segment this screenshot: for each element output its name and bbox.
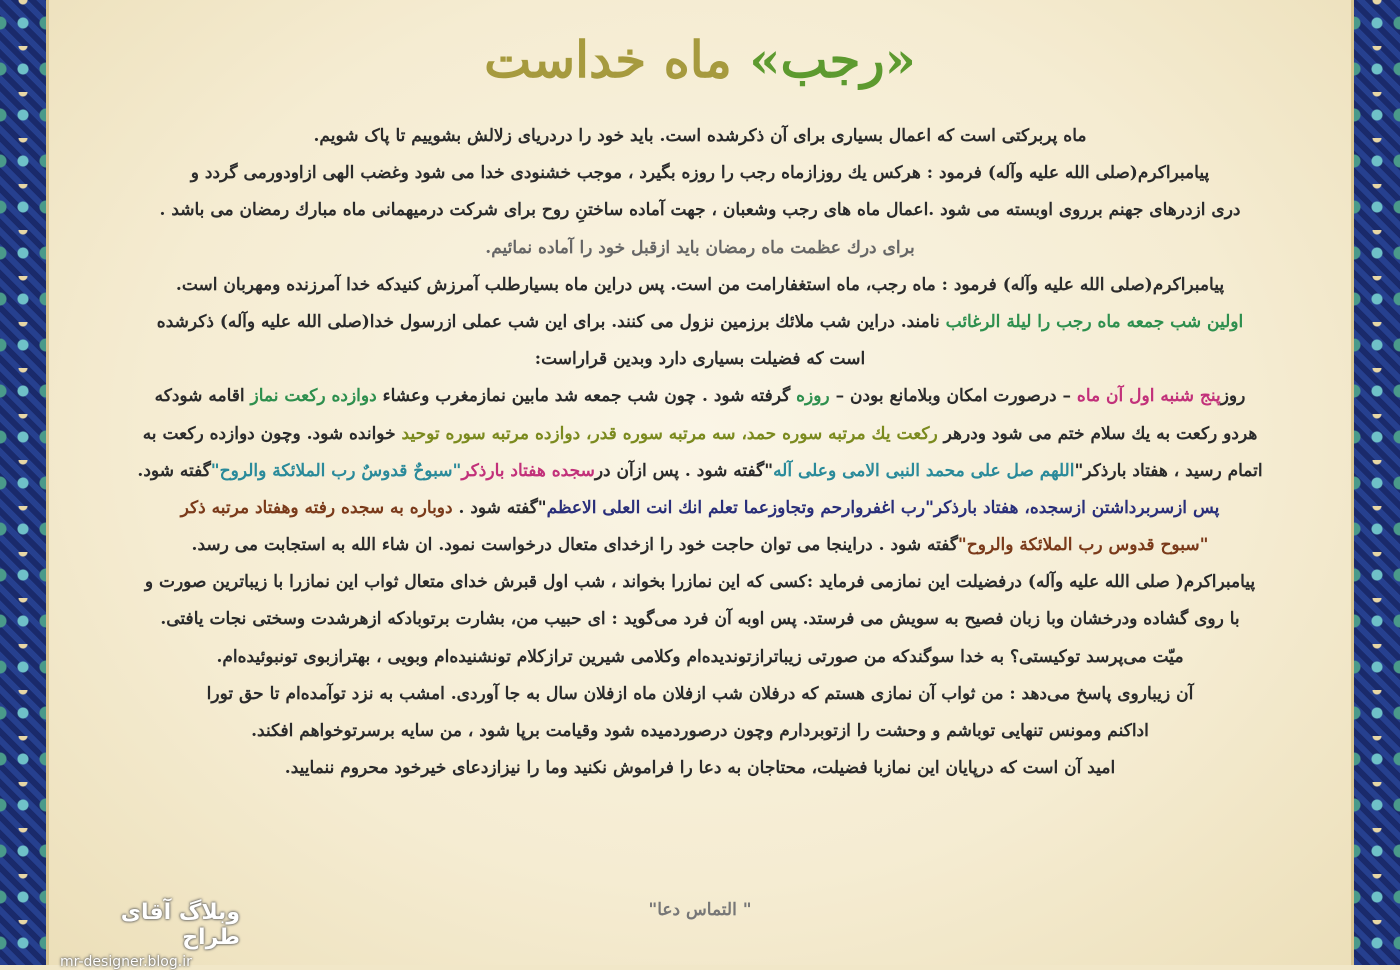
title-rest: ماه خداست [484,30,732,89]
text-segment: پیامبراکرم(صلی الله علیه وآله) فرمود : هرکس یك روزازماه رجب را روزه بگیرد ، موجب خشنودی خدا می شود وغضب الهی ازاودورمی گردد و [190,163,1210,184]
watermark [60,900,240,970]
text-segment: "گفته شود . [452,497,547,518]
text-line [68,230,1332,267]
left-tile-border [0,0,49,965]
text-segment: "سبوح قدوس رب الملائکة والروح" [957,535,1209,556]
text-line [68,750,1332,787]
text-segment: روزه [796,386,830,407]
text-segment: خوانده شود. وچون دوازده رکعت به [142,423,402,444]
text-line [68,713,1332,750]
text-line [68,304,1332,341]
text-segment: اولین شب جمعه ماه رجب را لیلة الرغائب [945,311,1244,332]
text-segment: پیامبراکرم( صلی الله علیه وآله) درفضیلت این نمازمی فرماید :کسی که این نمازرا بخواند ، شب اول قبرش خدای متعال ثواب این نمازرا با زیباترین صورت و [144,572,1256,593]
text-segment: دوباره به سجده رفته وهفتاد مرتبه ذکر [180,497,453,518]
text-line [68,341,1332,378]
text-segment: هردو رکعت به یك سلام ختم می شود ودرهر [937,423,1258,444]
text-segment: میّت می‌پرسد توکیستی؟ به خدا سوگندکه من صورتی زیباترازتوندیده‌ام وکلامی شیرین ترازکلام تونشنیده‌ام وبویی ، بهترازبوی تونبوئیده‌ام. [216,646,1184,667]
text-segment: آن زیباروی پاسخ می‌دهد : من ثواب آن نمازی هستم که درفلان شب ازفلان ماه ازفلان سال به جا آوردی. امشب به نزد توآمده‌ام تا حق تورا [206,683,1194,704]
page-title [0,20,1400,100]
right-tile-border [1351,0,1400,965]
text-segment: ماه پربرکتی است که اعمال بسیاری برای آن ذکرشده است. باید خود را دردریای زلالش بشوییم تا پاک شویم. [313,126,1087,146]
text-segment: است که فضیلت بسیاری دارد وبدین قراراست: [534,349,866,370]
text-line [68,564,1332,601]
text-segment: پس ازسربرداشتن ازسجده، هفتاد بارذکر" [925,497,1220,518]
text-line [68,490,1332,527]
text-line [68,118,1332,155]
watermark-name: وبلاگ آقای طراح [120,900,240,950]
text-line [68,453,1332,490]
text-line [68,676,1332,713]
text-segment: اداکنم ومونس تنهایی توباشم و وحشت را ازتوبردارم وچون درصوردمیده شود وقیامت برپا شود ، من سایه برسرتوخواهم افکند. [251,721,1149,741]
text-segment: برای درك عظمت ماه رمضان باید ازقبل خود را آماده نمائیم. [485,237,915,258]
text-segment: پیامبراکرم(صلی الله علیه وآله) فرمود : ماه رجب، ماه استغفارامت من است. پس دراین ماه بسیارطلب آمرزش کنیدکه خدا آمرزنده ومهربان است. [175,274,1225,295]
text-line [68,155,1332,192]
text-line [68,378,1332,415]
text-segment: دری ازدرهای جهنم برروی اوبسته می شود .اعمال ماه های رجب وشعبان ، جهت آماده ساختنِ روح برای شرکت درمیهمانی ماه مبارك رمضان می باشد . [159,200,1241,221]
text-segment: رکعت یك مرتبه سوره حمد، سه مرتبه سوره قدر، دوازده مرتبه سوره توحید [401,423,938,444]
body-text [68,118,1332,787]
text-line [68,192,1332,229]
text-segment: دوازده رکعت نماز [250,386,377,407]
text-line [68,527,1332,564]
text-segment: اقامه شودکه [154,386,251,407]
text-segment: روز [1220,386,1246,407]
text-segment: – درصورت امکان وبلامانع بودن – [829,386,1077,407]
text-segment: "گفته شود . پس ازآن در [594,460,774,481]
text-segment: گفته شود. [137,460,211,481]
closing-note: " التماس دعا" [648,900,752,920]
text-segment: گفته شود . دراینجا می توان حاجت خود را ازخدای متعال درخواست نمود. ان شاء الله به استجابت می رسد. [191,535,958,556]
text-line [68,267,1332,304]
watermark-url: mr-designer.blog.ir [60,954,192,970]
text-segment: سجده هفتاد بارذکر [461,460,595,481]
text-segment: پنج شنبه اول آن ماه [1076,386,1221,407]
text-segment: "سبوحٌ قدوسٌ رب الملائکة والروح" [210,460,462,481]
text-segment: رب اغفروارحم وتجاوزعما تعلم انك انت العلی الاعظم [546,497,926,518]
title-rajab: «رجب» [749,30,916,89]
text-segment: گرفته شود . چون شب جمعه شد مابین نمازمغرب وعشاء [376,386,797,407]
text-segment: امید آن است که درپایان این نمازبا فضیلت، محتاجان به دعا را فراموش نکنید وما را نیزازدعای خیرخود محروم ننمایید. [284,758,1116,779]
text-line [68,639,1332,676]
text-segment: اللهم صل علی محمد النبی الامی وعلی آله [773,460,1075,481]
text-line [68,601,1332,638]
text-segment: اتمام رسید ، هفتاد بارذکر" [1074,460,1263,481]
text-line [68,416,1332,453]
text-segment: با روی گشاده ودرخشان وبا زبان فصیح به سویش می فرستد. پس اوبه آن فرد می‌گوید : ای حبیب من، بشارت برتوبادکه ازهرشدت وسختی نجات یافتی. [160,609,1240,630]
text-segment: نامند. دراین شب ملائك برزمین نزول می کنند. برای این شب عملی ازرسول خدا(صلی الله علیه وآله) ذکرشده [156,311,946,332]
